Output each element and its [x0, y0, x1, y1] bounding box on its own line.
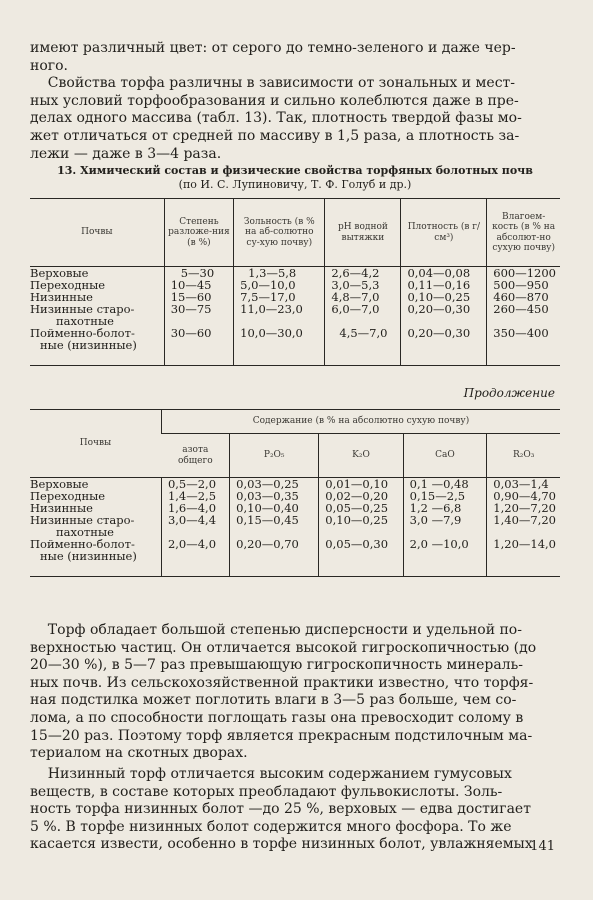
col-header-soils: Почвы — [30, 199, 164, 267]
cell: 350—400 — [493, 326, 549, 340]
text-line: ность торфа низинных болот —до 25 %, верховых — едва достигает — [30, 801, 531, 818]
table-properties — [30, 198, 560, 366]
text-line: 20—30 %), в 5—7 раз превышающую гигроскопичность минераль- — [30, 657, 523, 674]
cell: 15—60 — [170, 290, 212, 304]
text-line: ная подстилка может поглотить влаги в 3—5 раз больше, чем со- — [30, 692, 517, 709]
cell: 0,10—0,25 — [407, 290, 471, 304]
text-line: верхностью частиц. Он отличается высокой гигроскопичностью (до — [30, 639, 537, 656]
soil-name: Низинные — [30, 290, 93, 304]
cell: 2,6—4,2 — [331, 266, 380, 280]
cell: 6,0—7,0 — [331, 302, 380, 316]
cell: 0,15—0,45 — [236, 513, 299, 527]
col-header-p2o5: P₂O₅ — [230, 434, 319, 478]
cell: 0,5—2,0 — [167, 477, 217, 491]
body-paragraph-1 — [30, 622, 560, 763]
text-line: делах одного массива (табл. 13). Так, плотность твердой фазы мо- — [30, 110, 522, 127]
text-line: лома, а по способности поглощать газы она превосходит солому в — [30, 709, 524, 726]
cell: 0,03—0,25 — [236, 477, 299, 491]
col-cao — [403, 478, 487, 577]
text-line: ного. — [30, 57, 68, 74]
table-title: 13. Химический состав и физические свойства торфяных болотных почв — [57, 164, 533, 177]
cell: 5,0—10,0 — [240, 278, 296, 292]
cell: 0,03—0,35 — [236, 489, 299, 503]
table-chemical-content — [30, 409, 560, 577]
col-header-nitrogen: азота общего — [161, 434, 229, 478]
text-line: 15—20 раз. Поэтому торф является прекрасным подстилочным ма- — [30, 727, 533, 744]
table-source: (по И. С. Лупиновичу, Т. Ф. Голуб и др.) — [178, 178, 412, 191]
cell: 0,10—0,25 — [325, 513, 389, 527]
cell: 600—1200 — [493, 266, 556, 280]
col-ash — [234, 267, 325, 366]
table-caption — [30, 164, 560, 192]
cell: 0,04—0,08 — [407, 266, 471, 280]
text-line: касается извести, особенно в торфе низинных болот, увлажняемых — [30, 836, 533, 853]
cell: 2,0—4,0 — [167, 537, 217, 551]
cell: 5—30 — [180, 266, 215, 280]
cell: 3,0—5,3 — [331, 278, 380, 292]
col-header-ash: Зольность (в % на аб-солютно су-хую почву) — [234, 199, 325, 267]
cell: 0,20—0,70 — [236, 537, 299, 551]
cell: 0,02—0,20 — [325, 489, 389, 503]
soil-name: Пойменно-болот- — [30, 537, 135, 551]
continuation-label: Продолжение — [463, 386, 555, 400]
cell: 460—870 — [493, 290, 549, 304]
cell: 7,5—17,0 — [240, 290, 296, 304]
cell: 0,15—2,5 — [409, 489, 466, 503]
soil-name: Низинные старо- — [30, 513, 135, 527]
cell: 2,0 —10,0 — [409, 537, 469, 551]
soil-name: Пойменно-болот- — [30, 326, 135, 340]
cell: 1,4—2,5 — [167, 489, 217, 503]
cell: 1,3—5,8 — [248, 266, 297, 280]
body-paragraph-2 — [30, 766, 560, 854]
cell: 0,05—0,30 — [325, 537, 389, 551]
text-line: Торф обладает большой степенью дисперсности и удельной по- — [30, 622, 522, 638]
col-header-soils: Почвы — [30, 410, 161, 478]
col-header-density: Плотность (в г/см³) — [401, 199, 487, 267]
cell: 30—60 — [170, 326, 212, 340]
cell: 0,20—0,30 — [407, 326, 471, 340]
col-k2o — [319, 478, 403, 577]
soil-name: пахотные — [56, 314, 114, 328]
col-header-decomposition: Степень разложе-ния (в %) — [164, 199, 233, 267]
soil-name: ные (низинные) — [40, 549, 137, 563]
text-line: ных почв. Из сельскохозяйственной практики известно, что торфя- — [30, 674, 534, 691]
soil-name: Верховые — [30, 266, 89, 280]
cell: 1,6—4,0 — [167, 501, 217, 515]
cell: 0,10—0,40 — [236, 501, 299, 515]
cell: 3,0—4,4 — [167, 513, 217, 527]
cell: 0,11—0,16 — [407, 278, 471, 292]
cell: 0,03—1,4 — [493, 477, 549, 491]
text-line: жет отличаться от средней по массиву в 1,5 раза, а плотность за- — [30, 127, 520, 144]
col-nitrogen — [161, 478, 229, 577]
soil-names — [30, 478, 161, 577]
text-line: 5 %. В торфе низинных болот содержится много фосфора. То же — [30, 818, 512, 835]
text-line: имеют различный цвет: от серого до темно-зеленого и даже чер- — [30, 40, 516, 56]
col-decomposition — [164, 267, 233, 366]
cell: 1,2 —6,8 — [409, 501, 462, 515]
text-line: териалом на скотных дворах. — [30, 745, 248, 762]
soil-name: Переходные — [30, 278, 106, 292]
cell: 1,20—7,20 — [493, 501, 556, 515]
cell: 0,90—4,70 — [493, 489, 556, 503]
cell: 30—75 — [170, 302, 212, 316]
cell: 0,01—0,10 — [325, 477, 389, 491]
soil-names — [30, 267, 164, 366]
col-header-moisture: Влагоем-кость (в % на абсолют-но сухую почву) — [487, 199, 560, 267]
col-header-r2o3: R₂O₃ — [487, 434, 560, 478]
cell: 1,20—14,0 — [493, 537, 556, 551]
intro-paragraph — [30, 40, 560, 163]
cell: 0,20—0,30 — [407, 302, 471, 316]
text-line: Низинный торф отличается высоким содержанием гумусовых — [30, 766, 512, 782]
col-header-content-group: Содержание (в % на абсолютно сухую почву) — [161, 410, 560, 434]
cell: 0,05—0,25 — [325, 501, 389, 515]
col-header-k2o: K₂O — [319, 434, 403, 478]
col-moisture — [487, 267, 560, 366]
cell: 10,0—30,0 — [240, 326, 303, 340]
col-density — [401, 267, 487, 366]
col-header-cao: CaO — [403, 434, 487, 478]
cell: 3,0 —7,9 — [409, 513, 462, 527]
cell: 10—45 — [170, 278, 212, 292]
soil-name: ные (низинные) — [40, 338, 137, 352]
soil-name: Низинные — [30, 501, 93, 515]
soil-name: Переходные — [30, 489, 106, 503]
page-number: 141 — [530, 839, 555, 854]
cell: 0,1 —0,48 — [409, 477, 469, 491]
cell: 11,0—23,0 — [240, 302, 303, 316]
col-header-ph: pH водной вытяжки — [325, 199, 401, 267]
soil-name: Верховые — [30, 477, 89, 491]
text-line: лежи — даже в 3—4 раза. — [30, 145, 222, 162]
col-ph — [325, 267, 401, 366]
col-p2o5 — [230, 478, 319, 577]
col-r2o3 — [487, 478, 560, 577]
soil-name: пахотные — [56, 525, 114, 539]
cell: 4,5—7,0 — [339, 326, 388, 340]
text-line: Свойства торфа различны в зависимости от зональных и мест- — [30, 75, 516, 92]
cell: 260—450 — [493, 302, 549, 316]
text-line: веществ, в составе которых преобладают фульвокислоты. Золь- — [30, 783, 503, 800]
cell: 1,40—7,20 — [493, 513, 556, 527]
cell: 500—950 — [493, 278, 549, 292]
cell: 4,8—7,0 — [331, 290, 380, 304]
text-line: ных условий торфообразования и сильно колеблются даже в пре- — [30, 92, 519, 109]
soil-name: Низинные старо- — [30, 302, 135, 316]
